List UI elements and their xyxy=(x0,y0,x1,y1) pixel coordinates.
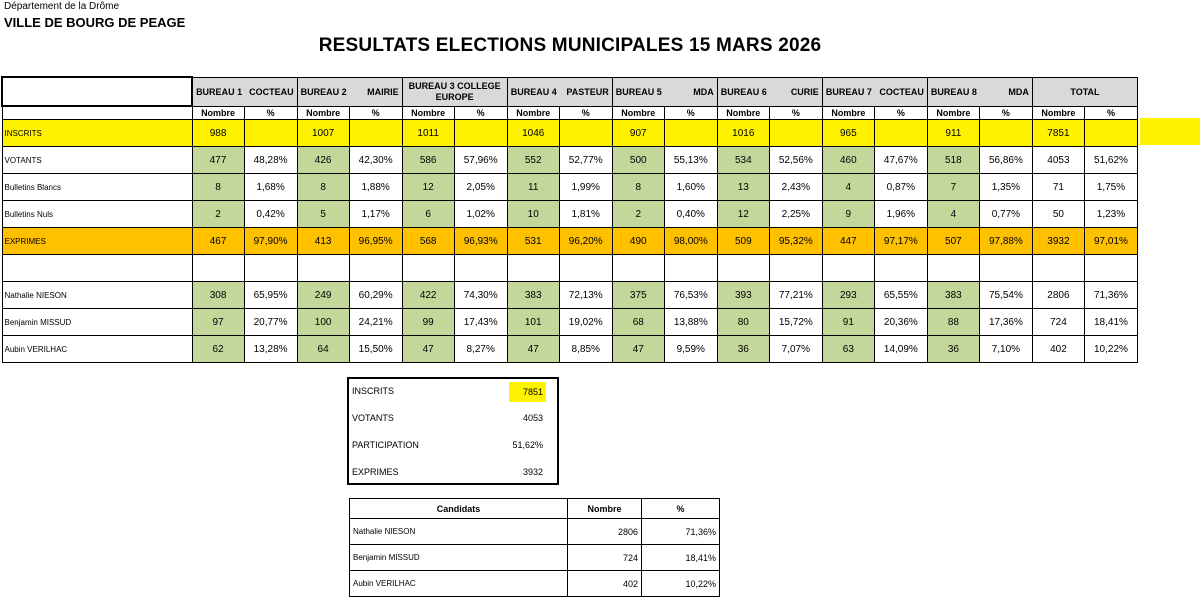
cell-nombre: 2 xyxy=(192,201,244,228)
cell-pct: 1,99% xyxy=(559,174,612,201)
cell-nombre: 62 xyxy=(192,336,244,363)
subheader-nombre: Nombre xyxy=(297,106,349,120)
cell-nombre: 5 xyxy=(297,201,349,228)
candidates-header-pct: % xyxy=(642,499,720,519)
cell-nombre: 71 xyxy=(1032,174,1084,201)
bureau-name: BUREAU 6 xyxy=(720,86,767,97)
bureau-location: MDA xyxy=(693,86,714,97)
empty-cell xyxy=(822,255,874,282)
cell-pct: 1,75% xyxy=(1084,174,1137,201)
summary-row-exprimes xyxy=(349,463,557,483)
cell-nombre: 12 xyxy=(717,201,769,228)
subheader-pct: % xyxy=(979,106,1032,120)
cell-pct xyxy=(559,120,612,147)
cell-nombre: 68 xyxy=(612,309,664,336)
cell-nombre: 99 xyxy=(402,309,454,336)
bureau-location: COCTEAU xyxy=(249,86,294,97)
cell-nombre: 36 xyxy=(717,336,769,363)
cell-nombre: 4 xyxy=(927,201,979,228)
cell-pct: 96,95% xyxy=(349,228,402,255)
subheader-nombre: Nombre xyxy=(507,106,559,120)
table-corner xyxy=(2,77,192,106)
bureau-header xyxy=(297,77,402,106)
cell-pct: 19,02% xyxy=(559,309,612,336)
subheader-pct: % xyxy=(349,106,402,120)
candidate-pct: 71,36% xyxy=(642,519,720,545)
subheader-pct: % xyxy=(244,106,297,120)
cell-pct: 7,07% xyxy=(769,336,822,363)
cell-pct: 1,60% xyxy=(664,174,717,201)
candidate-row xyxy=(350,545,720,571)
candidates-header-name: Candidats xyxy=(350,499,568,519)
cell-pct: 51,62% xyxy=(1084,147,1137,174)
cell-pct: 57,96% xyxy=(454,147,507,174)
cell-pct: 1,81% xyxy=(559,201,612,228)
cell-nombre: 7851 xyxy=(1032,120,1084,147)
candidates-header-row xyxy=(350,499,720,519)
row-nuls xyxy=(2,201,1138,228)
cell-nombre: 64 xyxy=(297,336,349,363)
cell-pct: 75,54% xyxy=(979,282,1032,309)
cell-nombre: 80 xyxy=(717,309,769,336)
summary-label: VOTANTS xyxy=(352,413,394,423)
cell-pct: 98,00% xyxy=(664,228,717,255)
candidate-name: Nathalie NIESON xyxy=(350,519,568,545)
cell-pct: 1,17% xyxy=(349,201,402,228)
bureau-name: BUREAU 1 xyxy=(196,86,243,97)
cell-pct xyxy=(874,120,927,147)
candidate-nombre: 2806 xyxy=(568,519,642,545)
page-title: RESULTATS ELECTIONS MUNICIPALES 15 MARS 2026 xyxy=(318,35,822,56)
cell-nombre: 1016 xyxy=(717,120,769,147)
cell-pct xyxy=(979,120,1032,147)
candidate-row xyxy=(350,571,720,597)
cell-pct: 14,09% xyxy=(874,336,927,363)
cell-pct: 97,01% xyxy=(1084,228,1137,255)
empty-cell xyxy=(664,255,717,282)
cell-nombre: 36 xyxy=(927,336,979,363)
bureau-location: MDA xyxy=(1008,86,1029,97)
cell-pct: 17,43% xyxy=(454,309,507,336)
cell-nombre: 988 xyxy=(192,120,244,147)
summary-value: 4053 xyxy=(522,413,543,423)
subheader-pct: % xyxy=(454,106,507,120)
empty-cell xyxy=(927,255,979,282)
bureau-name: BUREAU 7 xyxy=(825,86,872,97)
cell-nombre: 586 xyxy=(402,147,454,174)
cell-nombre: 88 xyxy=(927,309,979,336)
cell-nombre: 293 xyxy=(822,282,874,309)
cell-pct: 0,87% xyxy=(874,174,927,201)
cell-nombre: 907 xyxy=(612,120,664,147)
subheader-pct: % xyxy=(559,106,612,120)
cell-nombre: 249 xyxy=(297,282,349,309)
empty-cell xyxy=(717,255,769,282)
row-nieson xyxy=(2,282,1138,309)
cell-nombre: 4053 xyxy=(1032,147,1084,174)
summary-row-votants xyxy=(349,409,557,429)
subheader-pct: % xyxy=(874,106,927,120)
cell-nombre: 490 xyxy=(612,228,664,255)
cell-nombre: 477 xyxy=(192,147,244,174)
results-table xyxy=(1,76,1138,363)
cell-nombre: 100 xyxy=(297,309,349,336)
cell-pct: 1,35% xyxy=(979,174,1032,201)
cell-pct: 77,21% xyxy=(769,282,822,309)
cell-nombre: 2 xyxy=(612,201,664,228)
cell-nombre: 911 xyxy=(927,120,979,147)
subheader-pct: % xyxy=(769,106,822,120)
cell-pct xyxy=(454,120,507,147)
cell-nombre: 422 xyxy=(402,282,454,309)
cell-pct: 52,77% xyxy=(559,147,612,174)
cell-pct xyxy=(1084,120,1137,147)
row-label: Aubin VERILHAC xyxy=(2,336,192,363)
cell-pct: 1,96% xyxy=(874,201,927,228)
subheader-pct: % xyxy=(664,106,717,120)
bureau-header-row xyxy=(2,77,1138,106)
summary-value: 51,62% xyxy=(512,440,543,450)
summary-value: 7851 xyxy=(522,387,543,397)
subheader-nombre: Nombre xyxy=(927,106,979,120)
cell-pct: 97,88% xyxy=(979,228,1032,255)
subheader-nombre: Nombre xyxy=(612,106,664,120)
summary-label: INSCRITS xyxy=(352,386,395,396)
cell-nombre: 3932 xyxy=(1032,228,1084,255)
cell-nombre: 568 xyxy=(402,228,454,255)
cell-pct: 72,13% xyxy=(559,282,612,309)
cell-nombre: 47 xyxy=(402,336,454,363)
candidates-header-nombre: Nombre xyxy=(568,499,642,519)
cell-nombre: 1007 xyxy=(297,120,349,147)
cell-pct xyxy=(664,120,717,147)
cell-nombre: 7 xyxy=(927,174,979,201)
bureau-name: BUREAU 5 xyxy=(615,86,662,97)
cell-nombre: 91 xyxy=(822,309,874,336)
candidate-nombre: 724 xyxy=(568,545,642,571)
bureau-header xyxy=(927,77,1032,106)
cell-nombre: 383 xyxy=(507,282,559,309)
empty-cell xyxy=(1084,255,1137,282)
subheader-nombre: Nombre xyxy=(717,106,769,120)
subheader-row xyxy=(2,106,1138,120)
row-label: INSCRITS xyxy=(2,120,192,147)
bureau-name: BUREAU 3 COLLEGE xyxy=(408,80,501,91)
cell-pct: 7,10% xyxy=(979,336,1032,363)
cell-pct: 0,40% xyxy=(664,201,717,228)
cell-nombre: 47 xyxy=(507,336,559,363)
bureau-header xyxy=(192,77,297,106)
cell-nombre: 1011 xyxy=(402,120,454,147)
bureau-header xyxy=(402,77,507,106)
row-label: Bulletins Nuls xyxy=(2,201,192,228)
cell-pct: 76,53% xyxy=(664,282,717,309)
cell-pct: 13,88% xyxy=(664,309,717,336)
cell-pct: 18,41% xyxy=(1084,309,1137,336)
cell-nombre: 63 xyxy=(822,336,874,363)
bureau-location: CURIE xyxy=(790,86,819,97)
cell-nombre: 509 xyxy=(717,228,769,255)
city-label: VILLE DE BOURG DE PEAGE xyxy=(4,15,186,30)
cell-pct: 15,50% xyxy=(349,336,402,363)
cell-pct: 97,17% xyxy=(874,228,927,255)
cell-nombre: 97 xyxy=(192,309,244,336)
cell-nombre: 8 xyxy=(612,174,664,201)
cell-pct: 2,05% xyxy=(454,174,507,201)
cell-nombre: 47 xyxy=(612,336,664,363)
cell-pct: 9,59% xyxy=(664,336,717,363)
cell-nombre: 393 xyxy=(717,282,769,309)
spacer-row xyxy=(2,255,1138,282)
summary-label: EXPRIMES xyxy=(352,467,399,477)
cell-pct xyxy=(769,120,822,147)
cell-nombre: 101 xyxy=(507,309,559,336)
empty-cell xyxy=(297,255,349,282)
cell-pct: 20,77% xyxy=(244,309,297,336)
cell-pct: 65,95% xyxy=(244,282,297,309)
row-exprimes xyxy=(2,228,1138,255)
cell-pct: 2,25% xyxy=(769,201,822,228)
cell-pct: 48,28% xyxy=(244,147,297,174)
cell-nombre: 383 xyxy=(927,282,979,309)
cell-pct xyxy=(349,120,402,147)
empty-cell xyxy=(559,255,612,282)
row-votants xyxy=(2,147,1138,174)
cell-nombre: 534 xyxy=(717,147,769,174)
summary-value: 3932 xyxy=(522,467,543,477)
candidate-row xyxy=(350,519,720,545)
summary-box xyxy=(347,377,559,485)
empty-cell xyxy=(244,255,297,282)
cell-nombre: 413 xyxy=(297,228,349,255)
cell-pct: 0,42% xyxy=(244,201,297,228)
cell-nombre: 50 xyxy=(1032,201,1084,228)
cell-pct: 1,02% xyxy=(454,201,507,228)
cell-nombre: 308 xyxy=(192,282,244,309)
bureau-name: BUREAU 8 xyxy=(930,86,977,97)
cell-pct: 97,90% xyxy=(244,228,297,255)
cell-pct: 2,43% xyxy=(769,174,822,201)
cell-pct xyxy=(244,120,297,147)
row-verilhac xyxy=(2,336,1138,363)
bureau-location: PASTEUR xyxy=(566,86,609,97)
row-label: Benjamin MISSUD xyxy=(2,309,192,336)
cell-nombre: 10 xyxy=(507,201,559,228)
cell-pct: 60,29% xyxy=(349,282,402,309)
subheader-blank xyxy=(2,106,192,120)
cell-pct: 96,20% xyxy=(559,228,612,255)
cell-pct: 96,93% xyxy=(454,228,507,255)
cell-pct: 47,67% xyxy=(874,147,927,174)
empty-cell xyxy=(979,255,1032,282)
candidate-pct: 10,22% xyxy=(642,571,720,597)
candidate-name: Aubin VERILHAC xyxy=(350,571,568,597)
cell-pct: 95,32% xyxy=(769,228,822,255)
department-label: Département de la Drôme xyxy=(4,1,120,12)
cell-nombre: 12 xyxy=(402,174,454,201)
cell-pct: 52,56% xyxy=(769,147,822,174)
cell-pct: 74,30% xyxy=(454,282,507,309)
cell-nombre: 460 xyxy=(822,147,874,174)
empty-cell xyxy=(874,255,927,282)
candidate-name: Benjamin MISSUD xyxy=(350,545,568,571)
cell-nombre: 9 xyxy=(822,201,874,228)
empty-cell xyxy=(1032,255,1084,282)
cell-pct: 24,21% xyxy=(349,309,402,336)
empty-cell xyxy=(769,255,822,282)
cell-nombre: 724 xyxy=(1032,309,1084,336)
bureau-name: BUREAU 2 xyxy=(300,86,347,97)
row-label: Bulletins Blancs xyxy=(2,174,192,201)
empty-cell xyxy=(454,255,507,282)
row-label: EXPRIMES xyxy=(2,228,192,255)
cell-pct: 10,22% xyxy=(1084,336,1137,363)
row-inscrits xyxy=(2,120,1138,147)
cell-pct: 55,13% xyxy=(664,147,717,174)
row-label: VOTANTS xyxy=(2,147,192,174)
cell-nombre: 8 xyxy=(297,174,349,201)
bureau-location: EUROPE xyxy=(435,91,474,102)
cell-nombre: 11 xyxy=(507,174,559,201)
cell-pct: 20,36% xyxy=(874,309,927,336)
empty-cell xyxy=(2,255,192,282)
candidate-nombre: 402 xyxy=(568,571,642,597)
cell-nombre: 531 xyxy=(507,228,559,255)
summary-label: PARTICIPATION xyxy=(352,440,419,450)
empty-cell xyxy=(402,255,454,282)
cell-pct: 13,28% xyxy=(244,336,297,363)
subheader-nombre: Nombre xyxy=(1032,106,1084,120)
bureau-location: COCTEAU xyxy=(879,86,924,97)
empty-cell xyxy=(612,255,664,282)
summary-row-participation xyxy=(349,436,557,456)
cell-nombre: 467 xyxy=(192,228,244,255)
row-label: Nathalie NIESON xyxy=(2,282,192,309)
candidate-pct: 18,41% xyxy=(642,545,720,571)
candidates-table xyxy=(349,498,720,597)
cell-nombre: 552 xyxy=(507,147,559,174)
cell-nombre: 518 xyxy=(927,147,979,174)
cell-pct: 0,77% xyxy=(979,201,1032,228)
cell-pct: 1,68% xyxy=(244,174,297,201)
cell-nombre: 6 xyxy=(402,201,454,228)
cell-nombre: 13 xyxy=(717,174,769,201)
cell-pct: 15,72% xyxy=(769,309,822,336)
cell-nombre: 507 xyxy=(927,228,979,255)
cell-nombre: 8 xyxy=(192,174,244,201)
bureau-header xyxy=(717,77,822,106)
cell-pct: 1,88% xyxy=(349,174,402,201)
cell-nombre: 965 xyxy=(822,120,874,147)
cell-pct: 65,55% xyxy=(874,282,927,309)
cell-pct: 8,27% xyxy=(454,336,507,363)
total-header: TOTAL xyxy=(1032,77,1137,106)
subheader-nombre: Nombre xyxy=(192,106,244,120)
cell-pct: 71,36% xyxy=(1084,282,1137,309)
subheader-nombre: Nombre xyxy=(402,106,454,120)
cell-pct: 8,85% xyxy=(559,336,612,363)
subheader-pct: % xyxy=(1084,106,1137,120)
empty-cell xyxy=(507,255,559,282)
cell-nombre: 2806 xyxy=(1032,282,1084,309)
cell-nombre: 426 xyxy=(297,147,349,174)
bureau-header xyxy=(822,77,927,106)
cell-nombre: 375 xyxy=(612,282,664,309)
cell-nombre: 447 xyxy=(822,228,874,255)
bureau-location: MAIRIE xyxy=(367,86,399,97)
bureau-header xyxy=(612,77,717,106)
cell-nombre: 402 xyxy=(1032,336,1084,363)
cell-pct: 17,36% xyxy=(979,309,1032,336)
cell-nombre: 1046 xyxy=(507,120,559,147)
cell-pct: 42,30% xyxy=(349,147,402,174)
bureau-header xyxy=(507,77,612,106)
subheader-nombre: Nombre xyxy=(822,106,874,120)
empty-cell xyxy=(192,255,244,282)
cell-nombre: 4 xyxy=(822,174,874,201)
cell-nombre: 500 xyxy=(612,147,664,174)
inscrits-row-extension xyxy=(1140,118,1200,145)
row-missud xyxy=(2,309,1138,336)
summary-row-inscrits xyxy=(349,382,557,402)
summary-highlight xyxy=(509,382,546,402)
cell-pct: 56,86% xyxy=(979,147,1032,174)
cell-pct: 1,23% xyxy=(1084,201,1137,228)
empty-cell xyxy=(349,255,402,282)
bureau-name: BUREAU 4 xyxy=(510,86,557,97)
row-blancs xyxy=(2,174,1138,201)
